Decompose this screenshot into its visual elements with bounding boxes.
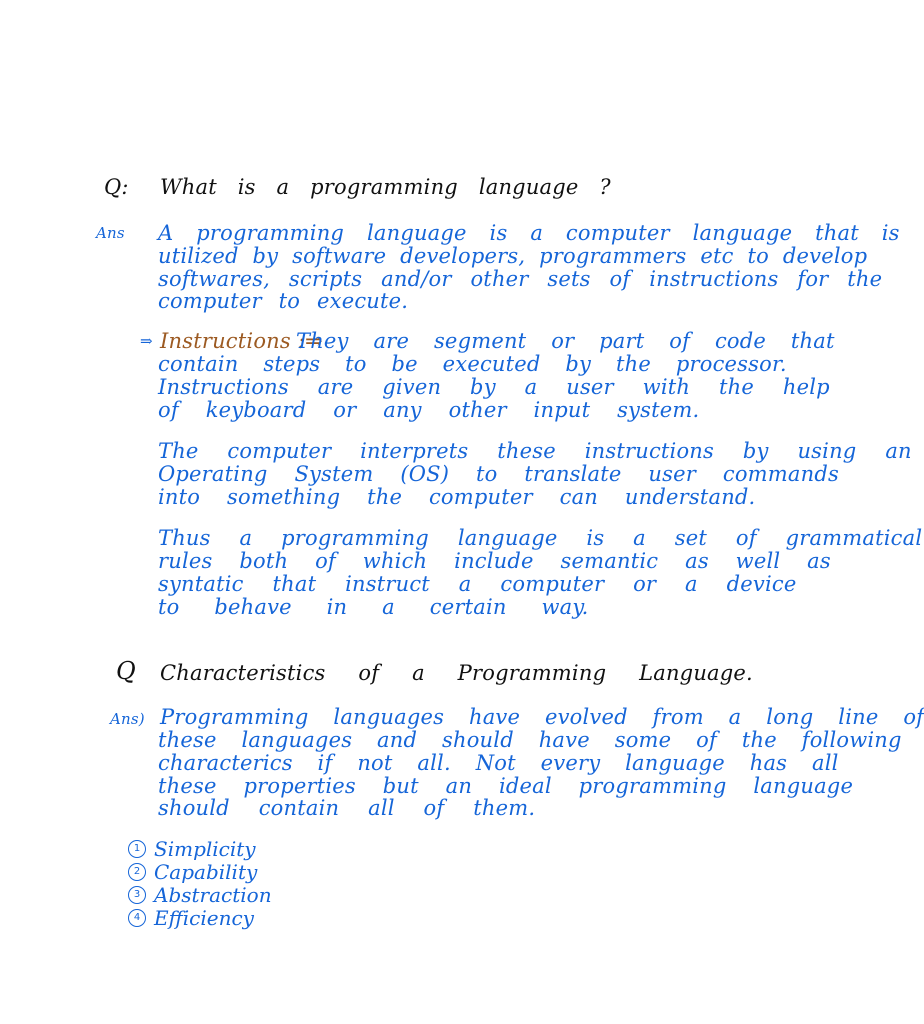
circled-number: 2 [128,863,146,881]
question-1-label: Q: [104,175,129,199]
answer-1-paragraph-1-line: A programming language is a computer language that is [158,221,900,245]
characteristics-list [128,838,272,930]
answer-1-paragraph-3-line: Operating System (OS) to translate user commands [158,462,839,486]
answer-1-paragraph-1-line: computer to execute. [158,289,409,313]
answer-1-paragraph-1-line: utilized by software developers, programmers etc to develop [158,244,868,268]
circled-number: 4 [128,909,146,927]
list-item-label: Capability [154,860,258,884]
list-item [128,838,272,860]
answer-1-paragraph-3-line: The computer interprets these instructions by using an [158,439,912,463]
list-item [128,884,272,906]
answer-1-paragraph-2-line: of keyboard or any other input system. [158,398,700,422]
answer-1-paragraph-4-line: Thus a programming language is a set of grammatical [158,526,923,550]
question-2-label: Q [116,657,136,685]
answer-2-paragraph-line: characterics if not all. Not every language has all [158,751,839,775]
answer-2-paragraph-line: these properties but an ideal programming language [158,774,854,798]
answer-2-paragraph-line: Programming languages have evolved from a long line of [160,705,924,729]
arrow-icon: ⇒ [140,332,153,350]
circled-number: 1 [128,840,146,858]
answer-1-paragraph-2-line: Instructions are given by a user with the help [158,375,830,399]
answer-1-label: Ans [96,224,125,242]
question-1-text: What is a programming language ? [160,175,611,199]
answer-2-label: Ans) [110,710,145,728]
answer-1-paragraph-4-line: rules both of which include semantic as well as [158,549,831,573]
instructions-heading: Instructions :⇒ [160,329,323,353]
list-item [128,907,272,929]
list-item-label: Abstraction [154,883,272,907]
list-item [128,861,272,883]
answer-1-paragraph-2-line: They are segment or part of code that [296,329,835,353]
list-item-label: Efficiency [154,906,254,930]
list-item-label: Simplicity [154,837,256,861]
answer-2-paragraph-line: should contain all of them. [158,796,536,820]
answer-1-paragraph-4-line: syntatic that instruct a computer or a device [158,572,797,596]
circled-number: 3 [128,886,146,904]
answer-1-paragraph-4-line: to behave in a certain way. [158,595,589,619]
answer-1-paragraph-2-line: contain steps to be executed by the processor. [158,352,787,376]
answer-2-paragraph-line: these languages and should have some of the following [158,728,902,752]
question-2-text: Characteristics of a Programming Language. [160,661,753,685]
answer-1-paragraph-3-line: into something the computer can understand. [158,485,756,509]
answer-1-paragraph-1-line: softwares, scripts and/or other sets of instructions for the [158,267,883,291]
